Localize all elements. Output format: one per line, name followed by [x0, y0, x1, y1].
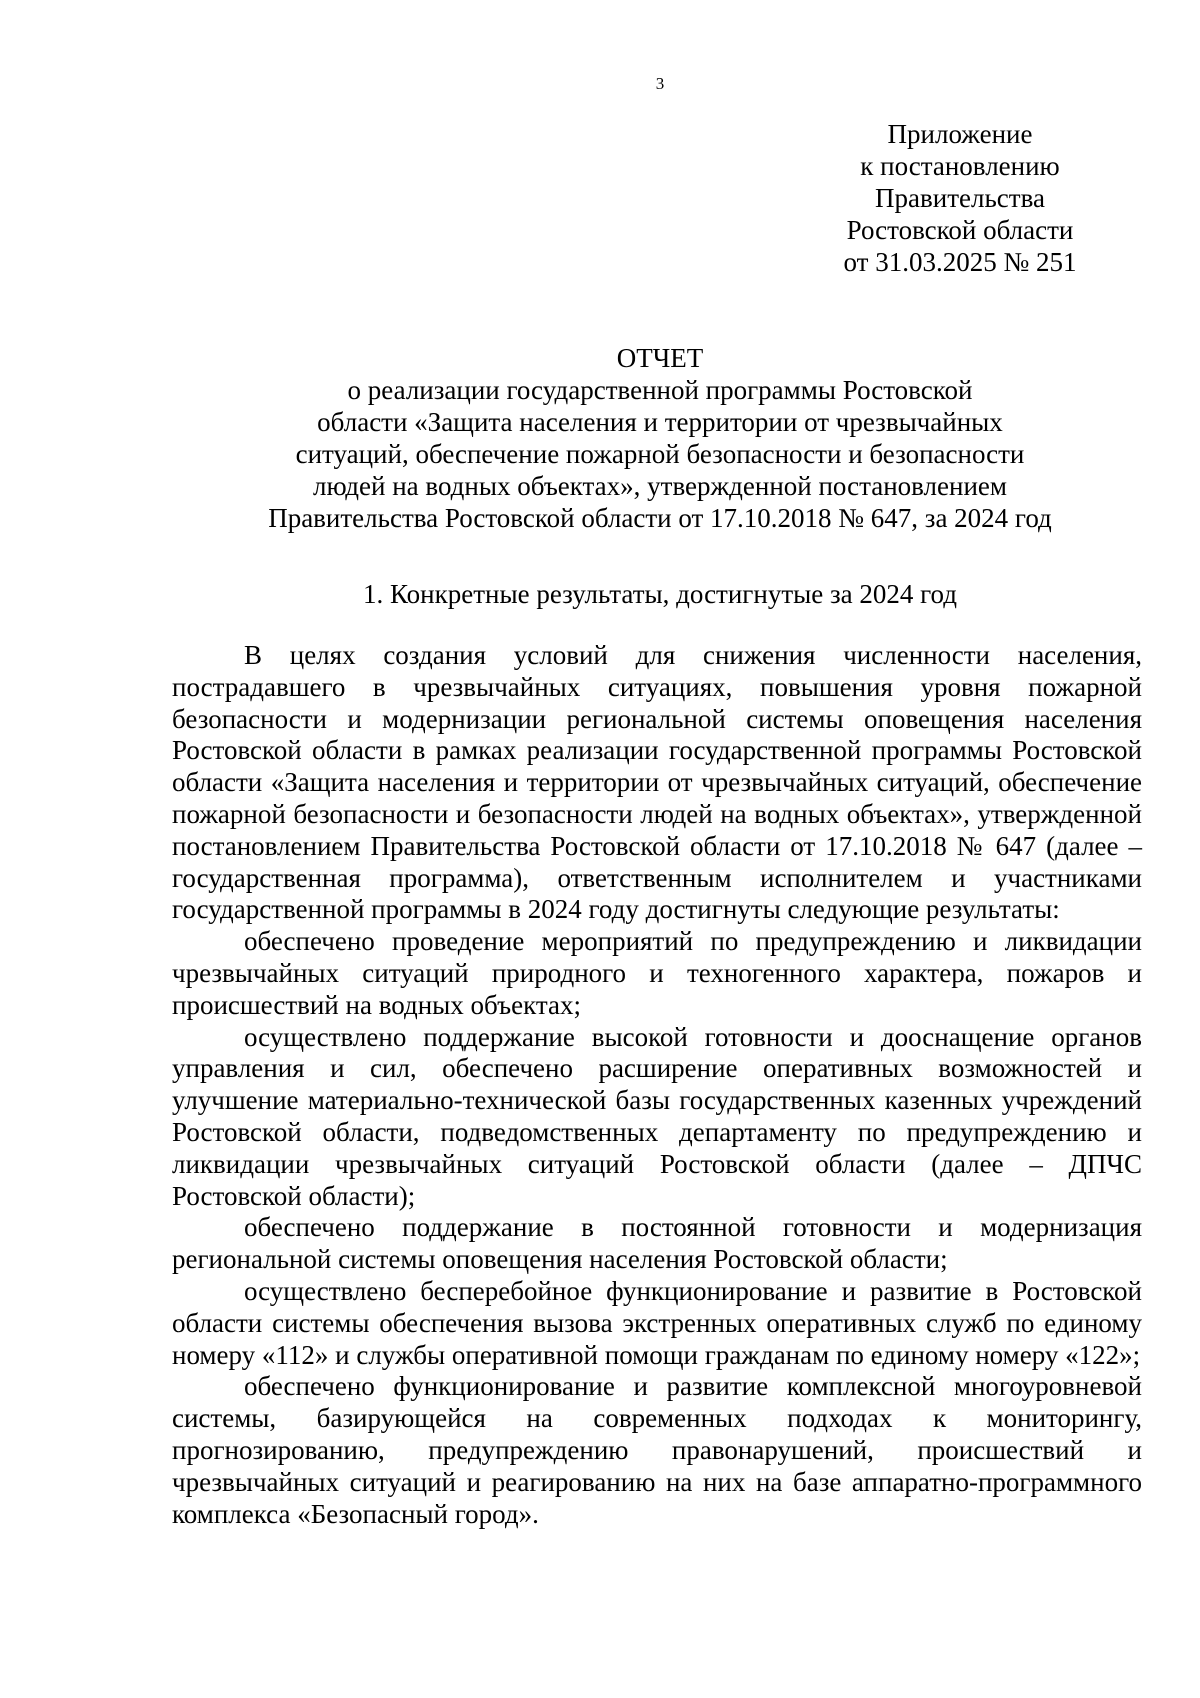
- report-subtitle-line: ситуаций, обеспечение пожарной безопасности и безопасности: [295, 439, 1025, 469]
- annex-line: от 31.03.2025 № 251: [843, 247, 1077, 277]
- paragraph: обеспечено поддержание в постоянной готовности и модернизация региональной системы оповещения населения Ростовской области;: [172, 1212, 1142, 1275]
- paragraph: обеспечено проведение мероприятий по предупреждению и ликвидации чрезвычайных ситуаций природного и техногенного характера, пожаров и происшествий на водных объектах;: [172, 926, 1142, 1020]
- report-subtitle-line: области «Защита населения и территории от чрезвычайных: [317, 407, 1003, 437]
- paragraph: осуществлено поддержание высокой готовности и дооснащение органов управления и сил, обеспечено расширение оперативных возможностей и улучшение материально-технической базы государственных казенных учреждений Ростовской области, подведомственных департаменту по предупреждению и ликвидации чрезвычайных ситуаций Ростовской области (далее – ДПЧС Ростовской области);: [172, 1021, 1142, 1211]
- paragraph: осуществлено бесперебойное функционирование и развитие в Ростовской области системы обеспечения вызова экстренных оперативных служб по единому номеру «112» и службы оперативной помощи гражданам по единому номеру «122»;: [172, 1275, 1142, 1370]
- annex-line: к постановлению: [860, 151, 1060, 181]
- section-body: [172, 640, 1142, 1530]
- annex-line: Правительства: [875, 183, 1045, 213]
- annex-line: Приложение: [887, 119, 1033, 149]
- report-subtitle-line: людей на водных объектах», утвержденной постановлением: [313, 471, 1007, 501]
- annex-block: [830, 118, 1090, 278]
- report-title-block: [0, 342, 1200, 534]
- section-heading: 1. Конкретные результаты, достигнутые за 2024 год: [362, 579, 958, 609]
- paragraph: обеспечено функционирование и развитие комплексной многоуровневой системы, базирующейся на современных подходах к мониторингу, прогнозированию, предупреждению правонарушений, происшествий и чрезвычайных ситуаций и реагированию на них на базе аппаратно-программного комплекса «Безопасный город».: [172, 1371, 1142, 1529]
- annex-line: Ростовской области: [846, 215, 1074, 245]
- report-title: ОТЧЕТ: [616, 343, 704, 373]
- report-subtitle-line: о реализации государственной программы Ростовской: [347, 375, 973, 405]
- paragraph: В целях создания условий для снижения численности населения, пострадавшего в чрезвычайных ситуациях, повышения уровня пожарной безопасности и модернизации региональной системы оповещения населения Ростовской области в рамках реализации государственной программы Ростовской области «Защита населения и территории от чрезвычайных ситуаций, обеспечение пожарной безопасности и безопасности людей на водных объектах», утвержденной постановлением Правительства Ростовской области от 17.10.2018 № 647 (далее – государственная программа), ответственным исполнителем и участниками государственной программы в 2024 году достигнуты следующие результаты:: [172, 640, 1142, 925]
- report-subtitle-line: Правительства Ростовской области от 17.10.2018 № 647, за 2024 год: [268, 503, 1052, 533]
- page-number: 3: [655, 74, 665, 93]
